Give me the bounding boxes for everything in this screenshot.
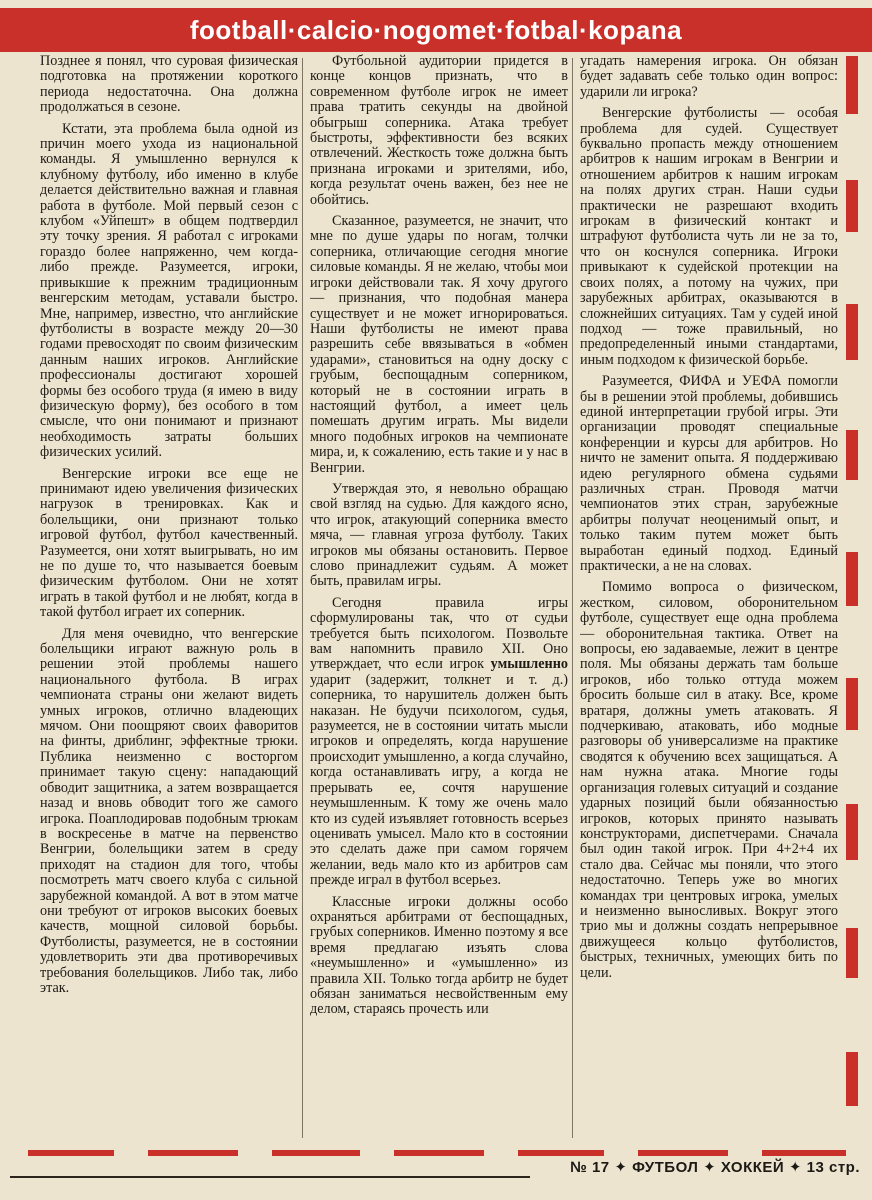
paragraph: Классные игроки должны особо охраняться арбитрами от беспощадных, грубых соперников. Именно поэтому я все время предлагаю изъять слова «неумышленно» и «умышленно» из правила XII. Только тогда арбитр не будет обязан заниматься несвойственным ему делом, стараясь прочесть или bbox=[310, 893, 568, 1018]
header-banner bbox=[0, 8, 872, 52]
paragraph: Венгерские игроки все еще не принимают идею увеличения физических нагрузок в тренировках. Как и болельщики, они признают только игровой футбол, футбол качественный. Разумеется, они хотят выигрывать, но им не по душе то, что называется боевым физическим футболом. Они не хотят играть в такой футбол и не любят, когда в такой футбол играет их соперник. bbox=[40, 465, 298, 621]
edge-mark bbox=[846, 56, 858, 114]
footer-dash bbox=[148, 1150, 238, 1156]
magazine-name: ✦ ФУТБОЛ bbox=[614, 1159, 698, 1176]
footer-dash bbox=[518, 1150, 604, 1156]
edge-mark bbox=[846, 1052, 858, 1106]
paragraph: Для меня очевидно, что венгерские болельщики играют важную роль в решении этой проблемы нашего национального футбола. В играх чемпионата страны они желают видеть умных игроков, отлично владеющих мячом. Они поощряют своих фаворитов на финты, дриблинг, эффектные трюки. Публика неизменно с восторгом принимает такую сцену: нападающий обводит защитника, а затем возвращается назад и вновь обводит того же самого игрока. Поаплодировав подобным трюкам в воскресенье в матче на первенство Венгрии, болельщики затем в среду приходят на стадион для того, чтобы посмотреть матч своего клуба с сильной зарубежной командой. А вот в этом матче они требуют от игроков высоких боевых качеств, мощной силовой борьбы. Футболисты, разумеется, не в состоянии удовлетворить эти два противоречивых требования болельщиков. Либо так, либо этак. bbox=[40, 625, 298, 996]
paragraph: Позднее я понял, что суровая физическая подготовка на протяжении короткого периода недостаточна. Она должна продолжаться в сезоне. bbox=[40, 54, 298, 116]
paragraph: Кстати, эта проблема была одной из причин моего ухода из национальной команды. Я умышленно вернулся к клубному футболу, ибо именно в клубе делается действительно важная и главная работа в футболе. Мой первый сезон с клубом «Уйпешт» в общем подтвердил эту точку зрения. Я работал с игроками гораздо более напряженно, чем когда-либо прежде. Разумеется, игроки, привыкшие к прежним традиционным венгерским методам, уставали быстро. Мне, например, известно, что английские футболисты в возрасте между 20—30 годами превосходят по своим физическим данным наших игроков. Английские профессионалы достигают хорошей формы без особого труда (я имею в виду физическую форму), без особого в том смысле, что они понимают и признают необходимость затраты больших физических усилий. bbox=[40, 120, 298, 461]
paragraph-with-emphasis: Сегодня правила игры сформулированы так, что от судьи требуется быть психологом. Позвольте вам напомнить правило XII. Оно утверждает, что если игрок умышленно ударит (задержит, толкнет и т. д.) соперника, то нарушитель должен быть наказан. Не будучи психологом, судья, разумеется, не в состоянии читать мысли игроков и определять, когда нарушение происходит умышленно, а когда случайно, когда останавливать игру, а когда не прерывать ее, сочтя нарушение неумышленным. К тому же очень мало кто из судей изъявляет готовность всерьез оценивать умысел. Мало кто в состоянии это сделать даже при самом горячем желании, ведь мало кто из арбитров сам прежде играл в футбол всерьез. bbox=[310, 594, 568, 889]
edge-mark bbox=[846, 180, 858, 232]
magazine-supplement: ✦ ХОККЕЙ bbox=[703, 1159, 784, 1176]
edge-mark bbox=[846, 678, 858, 730]
edge-mark bbox=[846, 304, 858, 360]
emphasized-word: умышленно bbox=[490, 656, 568, 673]
page-number: ✦ 13 стр. bbox=[789, 1159, 860, 1176]
article-column-2 bbox=[310, 54, 568, 1144]
footer-rule bbox=[10, 1176, 530, 1178]
paragraph: Венгерские футболисты — особая проблема для судей. Существует буквально пропасть между отношением арбитров к нашим игрокам в Венгрии и отношением арбитров к нашим игрокам на полях других стран. Наши судьи практически не разрешают входить игрокам в физический контакт и штрафуют футболиста чуть ли не за то, что он коснулся соперника. Игроки привыкают к судейской протекции на своих полях, а потому на чужих, при зарубежных арбитрах, оказываются в сложнейших ситуациях. Там у судей иной подход — тоже правильный, но предопределенный иными стандартами, иным подходом к физической борьбе. bbox=[580, 105, 838, 368]
paragraph: Помимо вопроса о физическом, жестком, силовом, оборонительном футболе, существует еще одна проблема — оборонительная тактика. Ответ на вопросы, ею задаваемые, лежит в центре поля. Мы обязаны держать там больше игроков, ибо только оттуда можем бросить больше сил в атаку. Все, кроме вратаря, должны уметь атаковать. Я подчеркиваю, атаковать, ибо модные разговоры об универсализме на практике сводятся к обучению всех защищаться. А нам нужна атака. Многие годы организация голевых ситуаций и создание ударных позиций были обязанностью игроков, которых принято называть конструкторами, диспетчерами. Сначала был один такой игрок. При 4+2+4 их стало два. Сейчас мы поняли, что этого недостаточно. Теперь уже во многих командах три центровых игрока, умелых и неизменно выносливых. Вокруг этого трио мы и должны создать непрерывное движущееся кольцо футболистов, быстрых, техничных, умеющих бить по цели. bbox=[580, 579, 838, 981]
article-column-3 bbox=[580, 54, 838, 1144]
column-divider bbox=[302, 58, 303, 1138]
paragraph: Утверждая это, я невольно обращаю свой взгляд на судью. Для каждого ясно, что игрок, атакующий соперника вместо мяча, — главная угроза футболу. Таких игроков мы обязаны остановить. Первое слово принадлежит судьям. А может быть, правилам игры. bbox=[310, 480, 568, 590]
footer-dash bbox=[762, 1150, 846, 1156]
header-title: football·calcio·nogomet·fotbal·kopana bbox=[189, 14, 683, 45]
footer-dash bbox=[28, 1150, 114, 1156]
issue-number: № 17 bbox=[570, 1159, 610, 1176]
column-divider bbox=[572, 58, 573, 1138]
paragraph: Сказанное, разумеется, не значит, что мне по душе удары по ногам, толчки соперника, отличающие сегодня многие силовые команды. Я не желаю, чтобы мои игроки действовали так. Я хочу другого — признания, что подобная манера существует и не может игнорироваться. Наши футболисты не имеют права разрешить себе ввязываться в «обмен ударами», становиться на одну доску с грубым, беспощадным соперником, который не в состоянии играть в настоящий футбол, а имеет цель помешать другим играть. Мы видели много подобных игроков на чемпионате мира, и, к сожалению, есть такие и у нас в Венгрии. bbox=[310, 213, 568, 476]
edge-mark bbox=[846, 552, 858, 606]
edge-mark bbox=[846, 430, 858, 480]
footer-dash bbox=[394, 1150, 484, 1156]
paragraph: Разумеется, ФИФА и УЕФА помогли бы в решении этой проблемы, добившись единой интерпретации грубой игры. Эти организации проводят специальные конференции и курсы для арбитров. Но ничто не заменит опыта. Я поддерживаю идею регулярного обмена судьями различных стран. Проводя матчи чемпионатов этих стран, зарубежные арбитры получат неоценимый опыт, и только таким путем может быть выработан единый подход. Единый практически, а не на словах. bbox=[580, 373, 838, 574]
page-footer bbox=[570, 1158, 860, 1176]
paragraph: угадать намерения игрока. Он обязан будет задавать себе только один вопрос: ударили ли игрока? bbox=[580, 54, 838, 100]
paragraph: Футбольной аудитории придется в конце концов признать, что в современном футболе игрок не имеет права тратить секунды на двойной обыгрыш соперника. Атака требует быстроты, эффективности без всяких отвлечений. Жесткость тоже должна быть признана игроками и зрителями, ибо, когда результат очень важен, без нее не обойтись. bbox=[310, 54, 568, 208]
footer-dash bbox=[272, 1150, 360, 1156]
edge-mark bbox=[846, 928, 858, 978]
edge-mark bbox=[846, 804, 858, 860]
article-column-1 bbox=[40, 54, 298, 1144]
right-edge-marks bbox=[846, 52, 860, 1152]
footer-dash bbox=[638, 1150, 728, 1156]
